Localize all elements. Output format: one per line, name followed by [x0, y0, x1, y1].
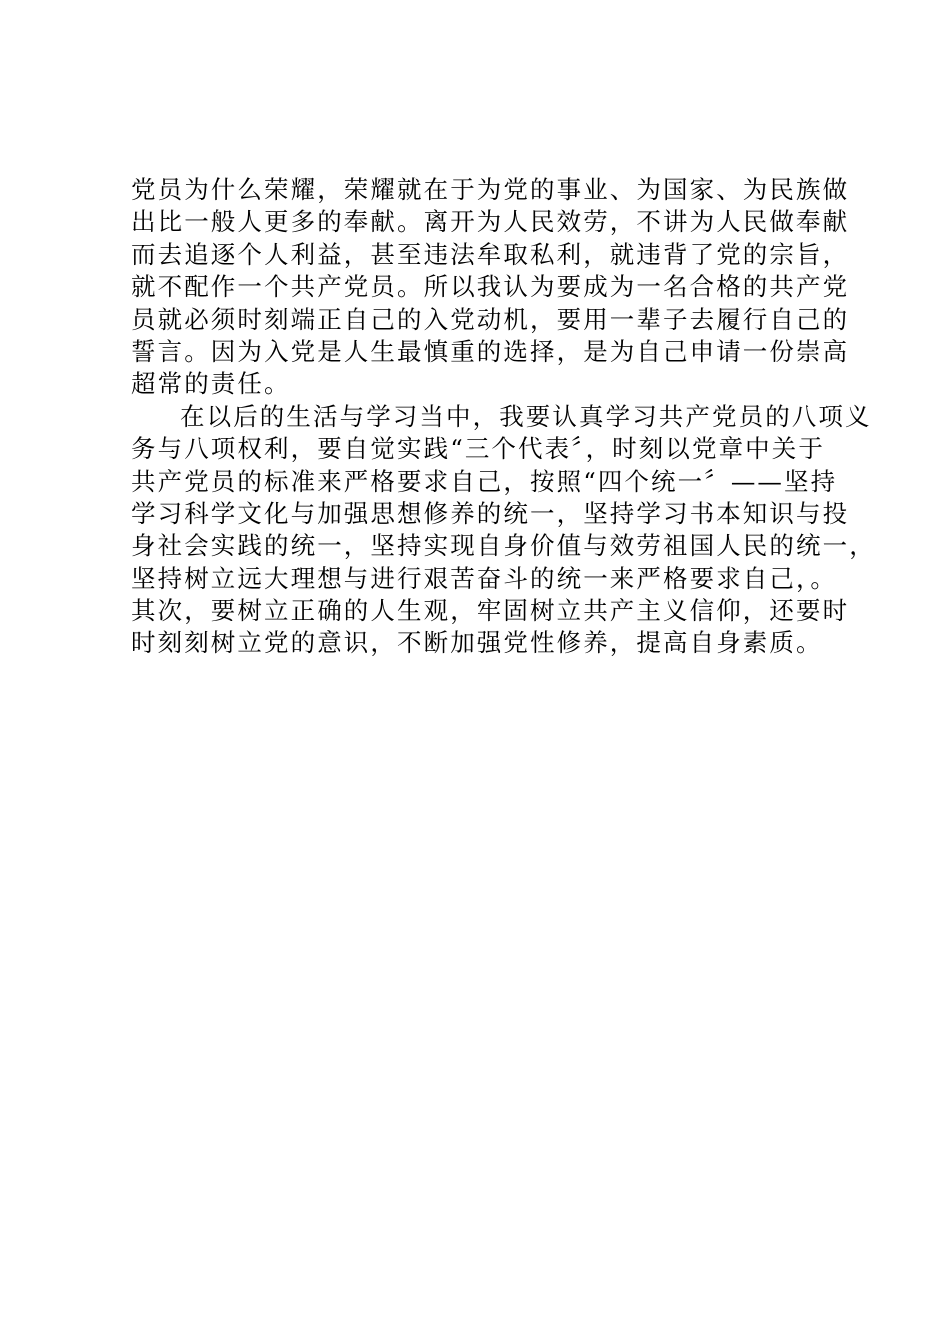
text-line: 时刻刻树立党的意识，不断加强党性修养，提高自身素质。: [131, 628, 823, 658]
text-line: 员就必须时刻端正自己的入党动机，要用一辈子去履行自己的: [131, 304, 850, 334]
text-line: 学习科学文化与加强思想修养的统一，坚持学习书本知识与投: [131, 498, 850, 528]
text-line: 身社会实践的统一，坚持实现自身价值与效劳祖国人民的统一，: [131, 531, 876, 561]
text-line: 务与八项权利，要自觉实践“三个代表〞，时刻以党章中关于: [131, 434, 825, 464]
body-text: [131, 174, 876, 660]
text-line: 誓言。因为入党是人生最慎重的选择，是为自己申请一份崇高: [131, 336, 850, 366]
text-line: 党员为什么荣耀，荣耀就在于为党的事业、为国家、为民族做: [131, 175, 850, 204]
text-line: 出比一般人更多的奉献。离开为人民效劳，不讲为人民做奉献: [131, 207, 850, 237]
text-line: 坚持树立远大理想与进行艰苦奋斗的统一来严格要求自己，。: [131, 563, 837, 593]
text-line: 超常的责任。: [131, 369, 291, 399]
text-line: 其次，要树立正确的人生观，牢固树立共产主义信仰，还要时: [131, 596, 850, 626]
text-line: 共产党员的标准来严格要求自己，按照“四个统一〞——坚持: [131, 466, 838, 496]
paragraph-start-line: 在以后的生活与学习当中，我要认真学习共产党员的八项义: [180, 401, 872, 431]
text-line: 就不配作一个共产党员。所以我认为要成为一名合格的共产党: [131, 272, 850, 302]
text-line: 而去追逐个人利益，甚至违法牟取私利，就违背了党的宗旨，: [131, 239, 850, 269]
